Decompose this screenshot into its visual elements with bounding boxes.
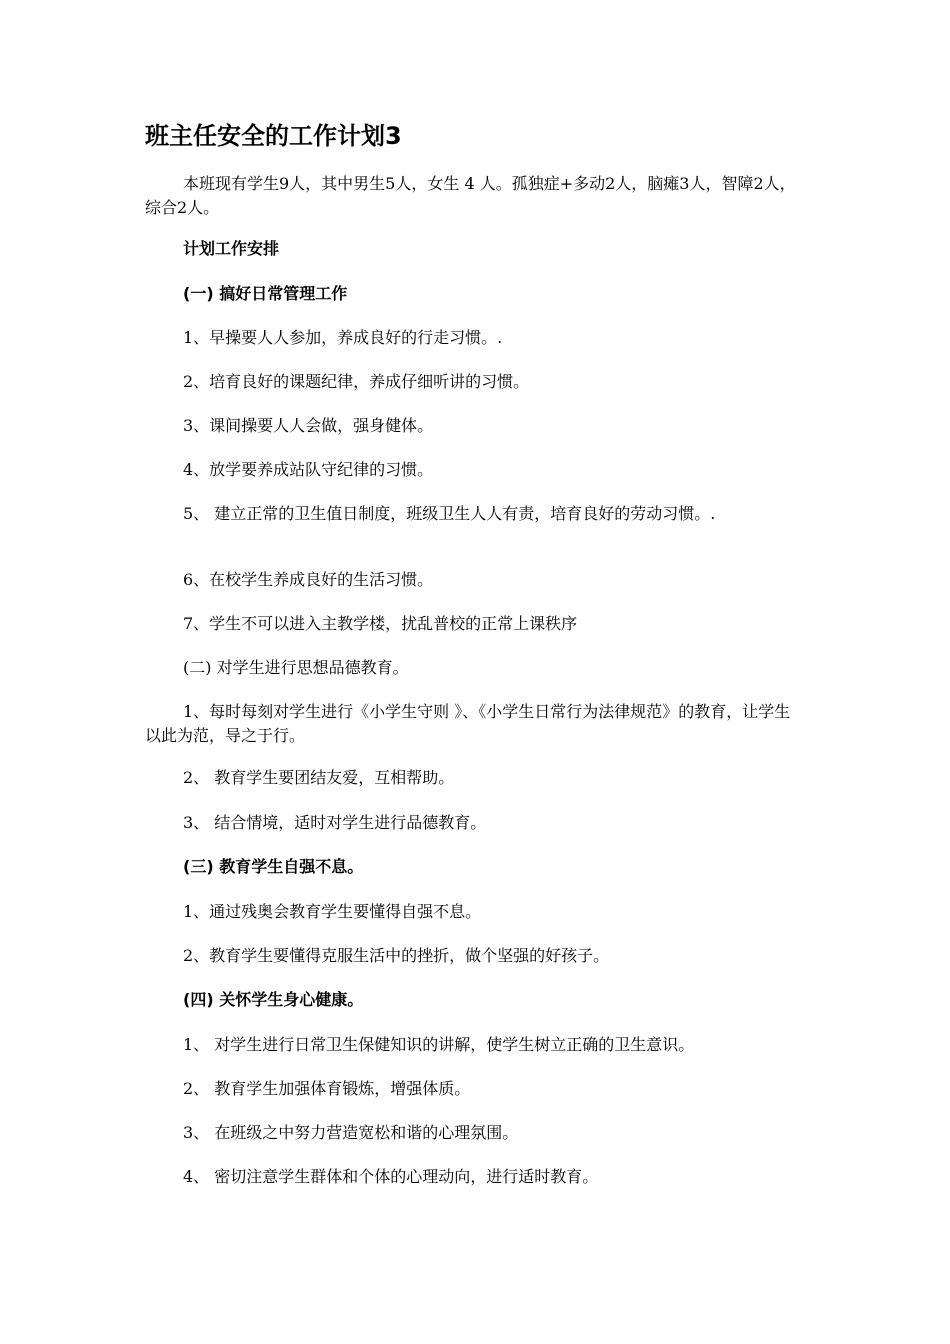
list-item: 1、早操要人人参加，养成良好的行走习惯。. [183,328,503,347]
list-item: 4、放学要养成站队守纪律的习惯。 [183,460,434,479]
list-item: 2、教育学生要懂得克服生活中的挫折，做个坚强的好孩子。 [183,946,610,965]
list-item: 1、通过残奥会教育学生要懂得自强不息。 [183,902,482,921]
list-item: 5、 建立正常的卫生值日制度，班级卫生人人有责，培育良好的劳动习惯。. [183,504,716,523]
section-heading-3: (三) 教育学生自强不息。 [183,857,364,876]
list-item: 1、 对学生进行日常卫生保健知识的讲解，使学生树立正确的卫生意识。 [183,1035,695,1054]
list-item: 2、 教育学生要团结友爱，互相帮助。 [183,768,455,787]
document-title: 班主任安全的工作计划3 [145,122,402,150]
list-item: 1、每时每刻对学生进行《小学生守则 》、《小学生日常行为法律规范》的教育，让学生以此为范，导之于行。 [145,702,791,745]
list-item: 2、 教育学生加强体育锻炼，增强体质。 [183,1079,471,1098]
section-heading-2: (二) 对学生进行思想品德教育。 [183,658,409,677]
list-item: 7、学生不可以进入主教学楼，扰乱普校的正常上课秩序 [183,614,578,633]
intro-paragraph: 本班现有学生9人，其中男生5人，女生 4 人。孤独症+多动2人，脑瘫3人，智障2人，综合2人。 [145,174,796,217]
list-item: 3、课间操要人人会做，强身健体。 [183,416,434,435]
list-item: 6、在校学生养成良好的生活习惯。 [183,570,434,589]
list-item: 3、 在班级之中努力营造宽松和谐的心理氛围。 [183,1123,519,1142]
section-heading-1: (一) 搞好日常管理工作 [183,284,348,303]
section-heading-plan: 计划工作安排 [183,239,280,258]
list-item: 4、 密切注意学生群体和个体的心理动向，进行适时教育。 [183,1167,599,1186]
list-item: 3、 结合情境，适时对学生进行品德教育。 [183,813,487,832]
section-heading-4: (四) 关怀学生身心健康。 [183,990,364,1009]
list-item: 2、培育良好的课题纪律，养成仔细听讲的习惯。 [183,372,530,391]
